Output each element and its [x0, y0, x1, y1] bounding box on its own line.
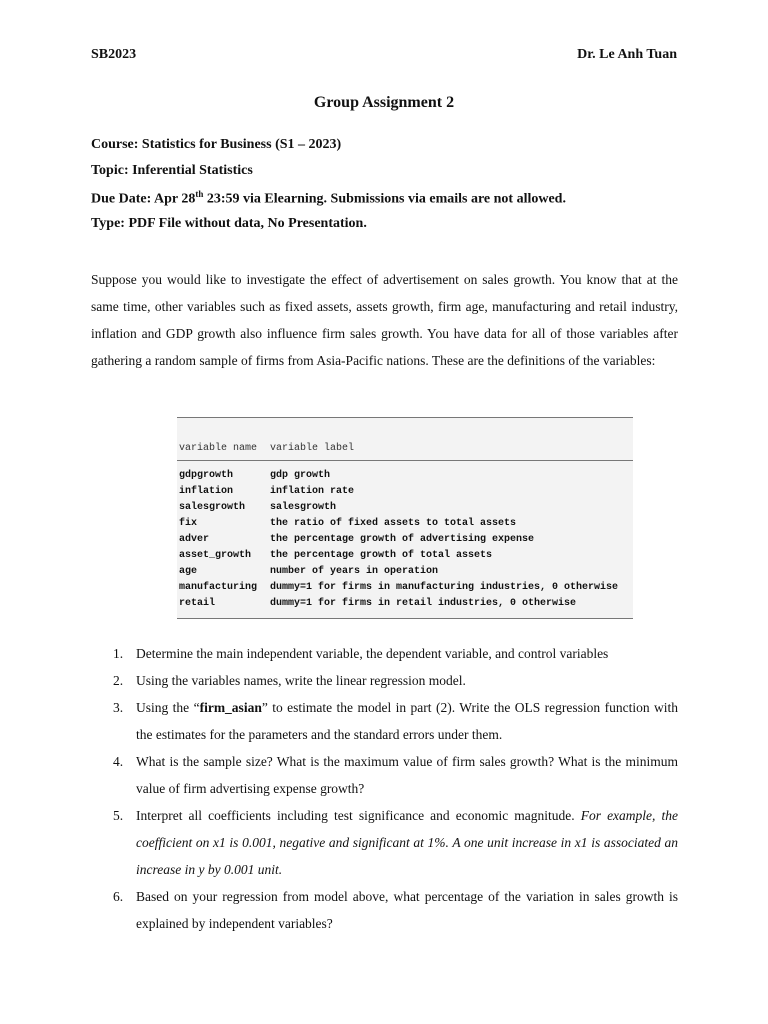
- question-item-6: [113, 883, 678, 937]
- column-header-variable-name: variable name: [179, 443, 258, 454]
- variable-label: gdp growth: [270, 470, 331, 481]
- variable-name: age: [179, 566, 198, 577]
- table-row: [179, 580, 633, 596]
- table-row: [179, 468, 633, 484]
- question-item-5: [113, 802, 678, 883]
- variable-name: salesgrowth: [179, 502, 246, 513]
- due-date-prefix: Due Date: Apr 28: [91, 191, 196, 207]
- variables-table-body: [177, 418, 633, 618]
- table-rows: [177, 461, 633, 618]
- variable-name: gdpgrowth: [179, 470, 234, 481]
- question-number: 6.: [113, 889, 124, 904]
- author-name: Dr. Le Anh Tuan: [577, 47, 677, 62]
- variable-name: inflation: [179, 486, 234, 497]
- question-text: What is the sample size? What is the maximum value of firm sales growth? What is the minimum value of firm advertising expense growth?: [136, 754, 678, 796]
- question-number: 4.: [113, 754, 124, 769]
- topic-line: Topic: Inferential Statistics: [91, 163, 253, 178]
- type-line: Type: PDF File without data, No Presentation.: [91, 216, 367, 231]
- variable-label: inflation rate: [270, 486, 355, 497]
- question-text: Using the variables names, write the linear regression model.: [136, 673, 466, 688]
- table-row: [179, 596, 633, 612]
- variable-label: salesgrowth: [270, 502, 337, 513]
- question-item-4: [113, 748, 678, 802]
- due-date-superscript: th: [195, 189, 204, 199]
- question-item-1: [113, 640, 678, 667]
- intro-paragraph: Suppose you would like to investigate the effect of advertisement on sales growth. You know that at the same time, other variables such as fixed assets, assets growth, firm age, manufacturing and retail industry, inflation and GDP growth also influence firm sales growth. You have data for all of those variables after gathering a random sample of firms from Asia-Pacific nations. These are the definitions of the variables:: [91, 272, 678, 368]
- variable-name: retail: [179, 598, 216, 609]
- table-row: [179, 484, 633, 500]
- course-code: SB2023: [91, 47, 137, 62]
- question-number: 5.: [113, 808, 124, 823]
- table-row: [179, 532, 633, 548]
- variables-table: [177, 417, 633, 619]
- question-item-3: [113, 694, 678, 748]
- variable-label: the ratio of fixed assets to total assets: [270, 518, 517, 529]
- variable-name: fix: [179, 518, 198, 529]
- question-text: [136, 694, 678, 748]
- due-date-line: [91, 189, 566, 208]
- question-number: 2.: [113, 673, 124, 688]
- variable-name: asset_growth: [179, 550, 252, 561]
- due-date-suffix: 23:59 via Elearning. Submissions via emails are not allowed.: [203, 191, 566, 207]
- document-title: Group Assignment 2: [313, 94, 455, 111]
- table-row: [179, 548, 633, 564]
- variable-label: number of years in operation: [270, 566, 439, 577]
- question-text: Determine the main independent variable, the dependent variable, and control variables: [136, 646, 609, 661]
- variable-label: dummy=1 for firms in manufacturing industries, 0 otherwise: [270, 582, 619, 593]
- example-text: For example, the coefficient on x1 is 0.001, negative and significant at 1%. A one unit increase in x1 is associated an increase in y by 0.001 unit.: [136, 808, 678, 877]
- table-row: [179, 516, 633, 532]
- course-line: Course: Statistics for Business (S1 – 2023): [91, 137, 342, 152]
- table-row: [179, 500, 633, 516]
- table-header-row: [177, 418, 633, 460]
- variable-name: adver: [179, 534, 210, 545]
- question-text: Based on your regression from model above, what percentage of the variation in sales growth is explained by independent variables?: [136, 889, 678, 931]
- variable-label: the percentage growth of total assets: [270, 550, 493, 561]
- question-text: [136, 802, 678, 883]
- column-header-variable-label: variable label: [270, 443, 355, 454]
- question-text-part: Using the “: [136, 700, 200, 715]
- variable-label: dummy=1 for firms in retail industries, 0 otherwise: [270, 598, 577, 609]
- question-list: [113, 640, 678, 937]
- question-text-part: Interpret all coefficients including test significance and economic magnitude.: [136, 808, 581, 823]
- table-bottom-rule: [177, 618, 633, 619]
- question-text-part: ” to estimate the model in part (2). Write the OLS regression function with the estimates for the parameters and the standard errors under them.: [136, 700, 678, 742]
- dataset-name: firm_asian: [199, 700, 262, 715]
- question-number: 3.: [113, 700, 124, 715]
- question-number: 1.: [113, 646, 124, 661]
- question-item-2: [113, 667, 678, 694]
- variable-name: manufacturing: [179, 582, 258, 593]
- variable-label: the percentage growth of advertising expense: [270, 534, 535, 545]
- table-row: [179, 564, 633, 580]
